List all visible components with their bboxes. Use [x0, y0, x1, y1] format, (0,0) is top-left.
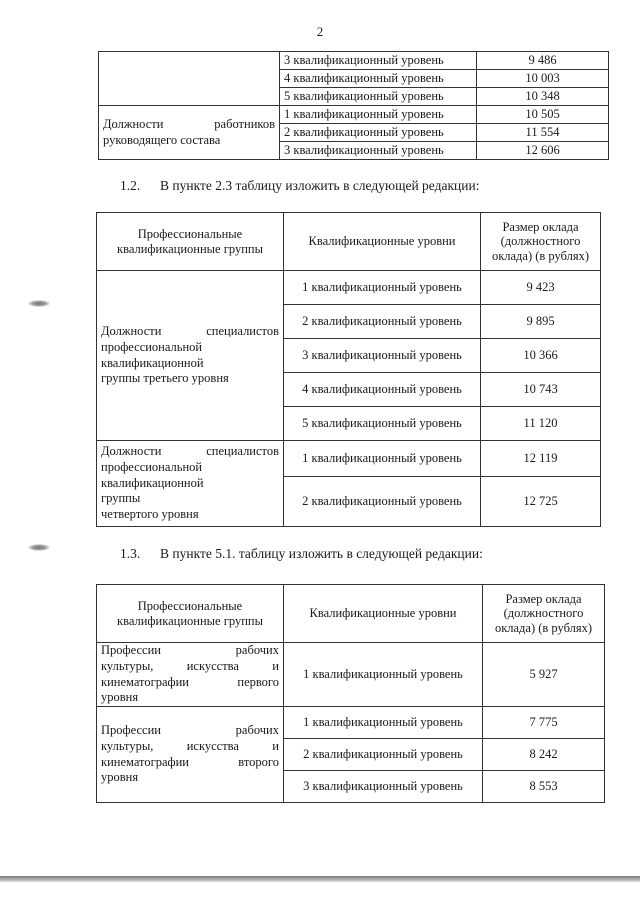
level-cell: 1 квалификационный уровень — [284, 441, 481, 477]
table-header-row — [97, 213, 601, 271]
group-line: кинематографии второго — [101, 754, 279, 769]
salary-cell: 8 242 — [483, 739, 605, 771]
header-groups: Профессиональные квалификационные группы — [97, 585, 284, 643]
salary-cell: 12 119 — [481, 441, 601, 477]
level-cell: 2 квалификационный уровень — [284, 739, 483, 771]
group-line: четвертого уровня — [101, 506, 199, 521]
level-cell: 2 квалификационный уровень — [284, 305, 481, 339]
group-line: группы третьего уровня — [101, 371, 229, 386]
salary-cell: 5 927 — [483, 643, 605, 707]
header-groups: Профессиональные квалификационные группы — [97, 213, 284, 271]
group-line: руководящего состава — [103, 132, 221, 147]
salary-cell: 12 606 — [477, 142, 609, 160]
paragraph-1-3 — [120, 546, 483, 563]
salary-cell: 10 505 — [477, 106, 609, 124]
table-workers — [96, 584, 605, 803]
salary-cell: 11 120 — [481, 407, 601, 441]
group-cell-third-level — [97, 271, 284, 441]
empty-group-cell — [99, 52, 280, 106]
group-cell-fourth-level — [97, 441, 284, 527]
group-cell-management — [99, 106, 280, 160]
group-line: квалификационной — [101, 355, 204, 370]
group-line: группы — [101, 491, 141, 506]
salary-cell: 9 423 — [481, 271, 601, 305]
header-levels: Квалификационные уровни — [284, 585, 483, 643]
scan-smudge — [28, 544, 50, 551]
level-cell: 1 квалификационный уровень — [284, 643, 483, 707]
level-cell: 1 квалификационный уровень — [284, 707, 483, 739]
page-number: 2 — [316, 24, 324, 39]
level-cell: 5 квалификационный уровень — [280, 88, 477, 106]
group-line: культуры, искусства и — [101, 658, 279, 673]
paragraph-number: 1.3. — [120, 546, 141, 561]
level-cell: 4 квалификационный уровень — [284, 373, 481, 407]
salary-cell: 10 366 — [481, 339, 601, 373]
salary-cell: 7 775 — [483, 707, 605, 739]
level-cell: 3 квалификационный уровень — [284, 771, 483, 803]
level-cell: 2 квалификационный уровень — [280, 124, 477, 142]
group-line: Должности работников — [103, 116, 275, 131]
salary-cell: 8 553 — [483, 771, 605, 803]
level-cell: 3 квалификационный уровень — [280, 142, 477, 160]
group-line: культуры, искусства и — [101, 738, 279, 753]
salary-cell: 12 725 — [481, 477, 601, 527]
group-line: Должности специалистов — [101, 324, 279, 339]
scan-bottom-edge — [0, 876, 640, 882]
salary-cell: 10 003 — [477, 70, 609, 88]
table-row — [97, 643, 605, 707]
group-line: Профессии рабочих — [101, 643, 279, 658]
paragraph-1-2 — [120, 178, 479, 195]
level-cell: 2 квалификационный уровень — [284, 477, 481, 527]
header-levels: Квалификационные уровни — [284, 213, 481, 271]
scan-smudge — [28, 300, 50, 307]
level-cell: 3 квалификационный уровень — [280, 52, 477, 70]
table-row — [99, 106, 609, 124]
paragraph-number: 1.2. — [120, 178, 141, 193]
group-line: уровня — [101, 770, 139, 785]
group-line: Профессии рабочих — [101, 723, 279, 738]
salary-cell: 10 743 — [481, 373, 601, 407]
group-cell-second-level — [97, 707, 284, 803]
salary-cell: 9 486 — [477, 52, 609, 70]
level-cell: 3 квалификационный уровень — [284, 339, 481, 373]
group-cell-first-level — [97, 643, 284, 707]
group-line: уровня — [101, 690, 139, 705]
salary-cell: 11 554 — [477, 124, 609, 142]
table-row — [97, 707, 605, 739]
paragraph-text: В пункте 5.1. таблицу изложить в следующей редакции: — [160, 546, 483, 561]
group-line: профессиональной — [101, 339, 203, 354]
header-salary: Размер оклада (должностного оклада) (в рублях) — [481, 213, 601, 271]
salary-cell: 10 348 — [477, 88, 609, 106]
table-row — [97, 441, 601, 477]
salary-cell: 9 895 — [481, 305, 601, 339]
level-cell: 1 квалификационный уровень — [284, 271, 481, 305]
table-continued-levels — [98, 51, 609, 160]
header-salary: Размер оклада (должностного оклада) (в рублях) — [483, 585, 605, 643]
table-row — [99, 52, 609, 70]
table-specialists — [96, 212, 601, 527]
group-line: профессиональной — [101, 460, 203, 475]
level-cell: 1 квалификационный уровень — [280, 106, 477, 124]
level-cell: 5 квалификационный уровень — [284, 407, 481, 441]
group-line: кинематографии первого — [101, 674, 279, 689]
paragraph-text: В пункте 2.3 таблицу изложить в следующей редакции: — [160, 178, 480, 193]
group-line: квалификационной — [101, 475, 204, 490]
group-line: Должности специалистов — [101, 444, 279, 459]
table-row — [97, 271, 601, 305]
level-cell: 4 квалификационный уровень — [280, 70, 477, 88]
table-header-row — [97, 585, 605, 643]
